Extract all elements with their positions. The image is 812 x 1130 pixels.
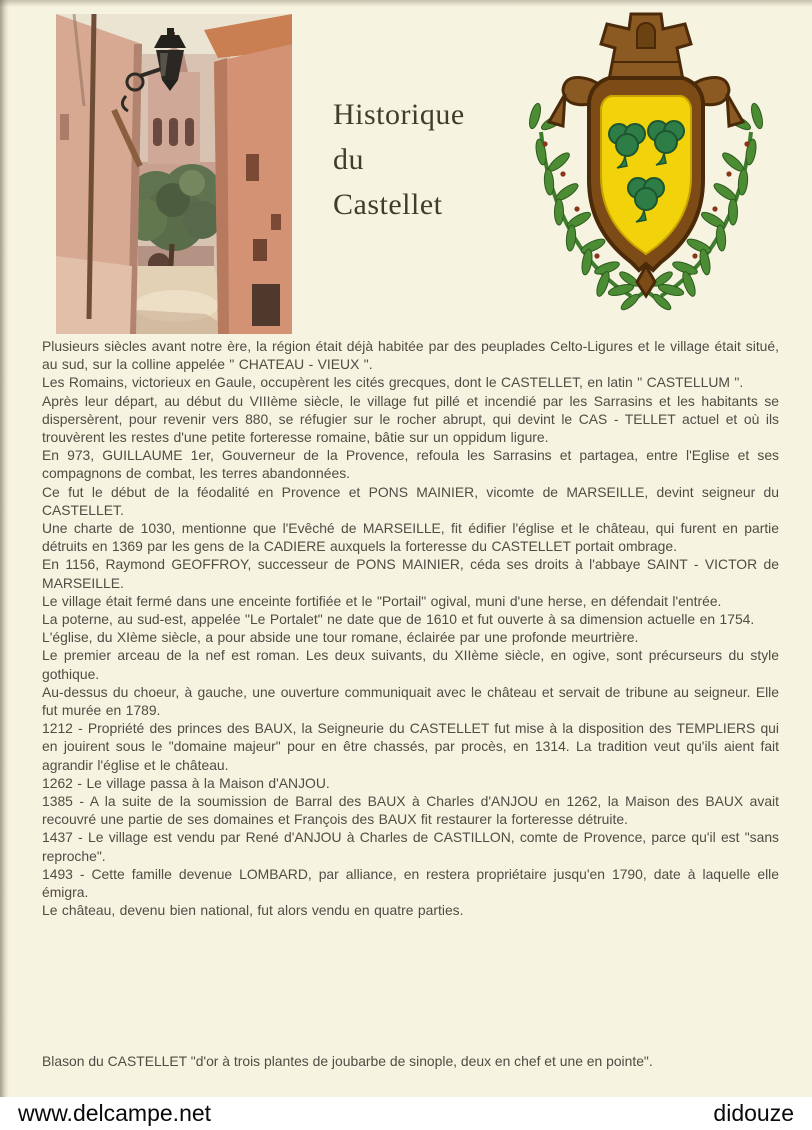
history-paragraph: Le village était fermé dans une enceinte fortifiée et le "Portail" ogival, muni d'une herse, en défendait l'entrée.	[42, 592, 722, 609]
history-paragraph: En 973, GUILLAUME 1er, Gouverneur de la Provence, refoula les Sarrasins et partagea, entre l'Eglise et ses compagnons de combat, les terres abandonnées.	[42, 447, 779, 482]
history-paragraph: Après leur départ, au début du VIIIème siècle, le village fut pillé et incendié par les Sarrasins et les habitants se dispersèrent, pour revenir vers 880, se réfugier sur le rocher abrupt, qui devint le CAS - TELLET actuel et où ils trouvèrent les restes d'une petite forteresse romaine, bâtie sur un oppidum ligure.	[42, 392, 779, 446]
history-paragraph: 1385 - A la suite de la soumission de Barral des BAUX à Charles d'ANJOU en 1262, la Maison des BAUX avait recouvré une partie de ses domaines et François des BAUX fit restaurer la forteresse détruite.	[42, 793, 779, 828]
watermark-site: www.delcampe.net	[18, 1100, 212, 1126]
history-paragraph: Au-dessus du choeur, à gauche, une ouverture communiquait avec le château et servait de tribune au seigneur. Elle fut murée en 1789.	[42, 683, 779, 719]
watermark-bar	[0, 1097, 812, 1130]
history-paragraph: L'église, du XIème siècle, a pour abside une tour romane, éclairée par une profonde meurtrière.	[42, 629, 639, 646]
page-title-line: Historique	[333, 98, 465, 131]
history-paragraph: En 1156, Raymond GEOFFROY, successeur de PONS MAINIER, céda ses droits à l'abbaye SAINT - VICTOR de MARSEILLE.	[42, 556, 779, 591]
history-paragraph: 1437 - Le village est vendu par René d'ANJOU à Charles de CASTILLON, comte de Provence, parce qu'il est "sans reproche".	[42, 829, 779, 864]
page-title-line: du	[333, 143, 364, 176]
history-text	[42, 337, 779, 920]
history-paragraph: 1493 - Cette famille devenue LOMBARD, par alliance, en restera propriétaire jusqu'en 1790, date à laquelle elle émigra.	[42, 865, 779, 901]
mural-crown	[601, 14, 691, 80]
page-title-line: Castellet	[333, 188, 443, 221]
village-street-photo	[56, 14, 292, 334]
left-building	[56, 14, 142, 334]
history-paragraph: Une charte de 1030, mentionne que l'Evêché de MARSEILLE, fit édifier l'église et le château, qui furent en partie détruits en 1369 par les gens de la CADIERE auxquels la forteresse du CASTELLET portait ombrage.	[42, 520, 779, 555]
history-paragraph: 1212 - Propriété des princes des BAUX, la Seigneurie du CASTELLET fut mise à la disposition des TEMPLIERS qui en jouirent sous le "domaine majeur" pour en être chassés, par procès, en 1314. La tradition veut qu'ils aient fait agrandir l'église et le château.	[42, 720, 779, 773]
history-paragraph: Le premier arceau de la nef est roman. Les deux suivants, du XIIème siècle, en ogive, sont précurseurs du style gothique.	[42, 647, 779, 682]
history-paragraph: Plusieurs siècles avant notre ère, la région était déjà habitée par des peuplades Celto-Ligures et le village était situé, au sud, sur la colline appelée " CHATEAU - VIEUX ".	[42, 338, 779, 373]
scan-edge-left	[0, 0, 9, 1130]
history-paragraph: 1262 - Le village passa à la Maison d'ANJOU.	[42, 774, 330, 791]
history-paragraph: Les Romains, victorieux en Gaule, occupèrent les cités grecques, dont le CASTELLET, en latin " CASTELLUM ".	[42, 374, 744, 391]
castellet-coat-of-arms-icon	[505, 4, 787, 316]
history-paragraph: Le château, devenu bien national, fut alors vendu en quatre parties.	[42, 902, 464, 919]
watermark-seller: didouze	[713, 1100, 794, 1126]
history-paragraph: Ce fut le début de la féodalité en Provence et PONS MAINIER, vicomte de MARSEILLE, devint seigneur du CASTELLET.	[42, 483, 779, 518]
history-paragraph: La poterne, au sud-est, appelée "Le Portalet" ne date que de 1610 et fut ouverte à sa dimension actuelle en 1754.	[42, 611, 755, 628]
blason-caption: Blason du CASTELLET "d'or à trois plantes de joubarbe de sinople, deux en chef et une en pointe".	[42, 1053, 653, 1069]
